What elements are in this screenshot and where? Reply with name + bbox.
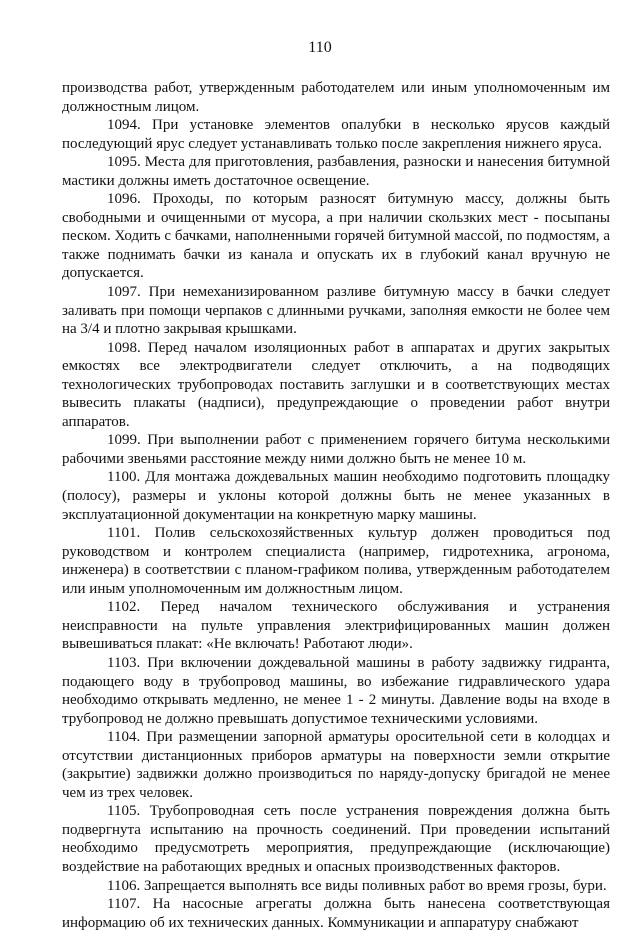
paragraph-1101: 1101. Полив сельскохозяйственных культур должен проводиться под руководством и контролем специалиста (например, гидротехника, агронома, инженера) в соответствии с планом-графиком полива, утвержденным работодателем или иным уполномоченным им должностным лицом. [62,525,610,597]
paragraph-1096: 1096. Проходы, по которым разносят битумную массу, должны быть свободными и очищенными от мусора, а при наличии скользких мест - посыпаны песком. Ходить с бачками, наполненными горячей битумной массой, по подмостям, а также поднимать бачки из канала и опускать их в глубокий канал вручную не допускается. [62,191,610,282]
document-body [62,79,610,932]
paragraph-1105: 1105. Трубопроводная сеть после устранения повреждения должна быть подвергнута испытанию на прочность соединений. При проведении испытаний необходимо предусмотреть мероприятия, предупреждающие (исключающие) воздействие на работающих вредных и опасных производственных факторов. [62,803,610,875]
paragraph-1095: 1095. Места для приготовления, разбавления, разноски и нанесения битумной мастики должны иметь достаточное освещение. [62,154,610,189]
page-number: 110 [308,39,332,56]
paragraph-continuation: производства работ, утвержденным работодателем или иным уполномоченным им должностным лицом. [62,80,610,115]
paragraph-1107: 1107. На насосные агрегаты должна быть нанесена соответствующая информацию об их технических данных. Коммуникации и аппаратуру снабжают [62,896,610,931]
paragraph-1098: 1098. Перед началом изоляционных работ в аппаратах и других закрытых емкостях все электродвигатели следует отключить, а на подводящих технологических трубопроводах поставить заглушки и в соответствующих местах вывесить плакаты (надписи), предупреждающие о проведении работ внутри аппаратов. [62,339,610,430]
paragraph-1104: 1104. При размещении запорной арматуры оросительной сети в колодцах и отсутствии дистанционных приборов арматуры на поверхности земли открытие (закрытие) задвижки должно производиться по наряду-допуску бригадой не менее чем из трех человек. [62,729,610,801]
paragraph-1106: 1106. Запрещается выполнять все виды поливных работ во время грозы, бури. [107,877,607,894]
paragraph-1094: 1094. При установке элементов опалубки в несколько ярусов каждый последующий ярус следует устанавливать только после закрепления нижнего яруса. [62,117,610,152]
paragraph-1097: 1097. При немеханизированном разливе битумную массу в бачки следует заливать при помощи черпаков с длинными ручками, заполняя емкости не более чем на 3/4 и плотно закрывая крышками. [62,284,610,338]
paragraph-1100: 1100. Для монтажа дождевальных машин необходимо подготовить площадку (полосу), размеры и уклоны которой должны быть не менее указанных в эксплуатационной документации на конкретную марку машины. [62,469,610,523]
paragraph-1099: 1099. При выполнении работ с применением горячего битума несколькими рабочими звеньями расстояние между ними должно быть не менее 10 м. [62,432,610,467]
paragraph-1102: 1102. Перед началом технического обслуживания и устранения неисправности на пульте управления электрифицированных машин должен вывешиваться плакат: «Не включать! Работают люди». [62,599,610,653]
paragraph-1103: 1103. При включении дождевальной машины в работу задвижку гидранта, подающего воду в трубопровод машины, во избежание гидравлического удара необходимо открывать медленно, не менее 1 - 2 минуты. Давление воды на входе в трубопровод не должно превышать допустимое техническими условиями. [62,654,610,727]
